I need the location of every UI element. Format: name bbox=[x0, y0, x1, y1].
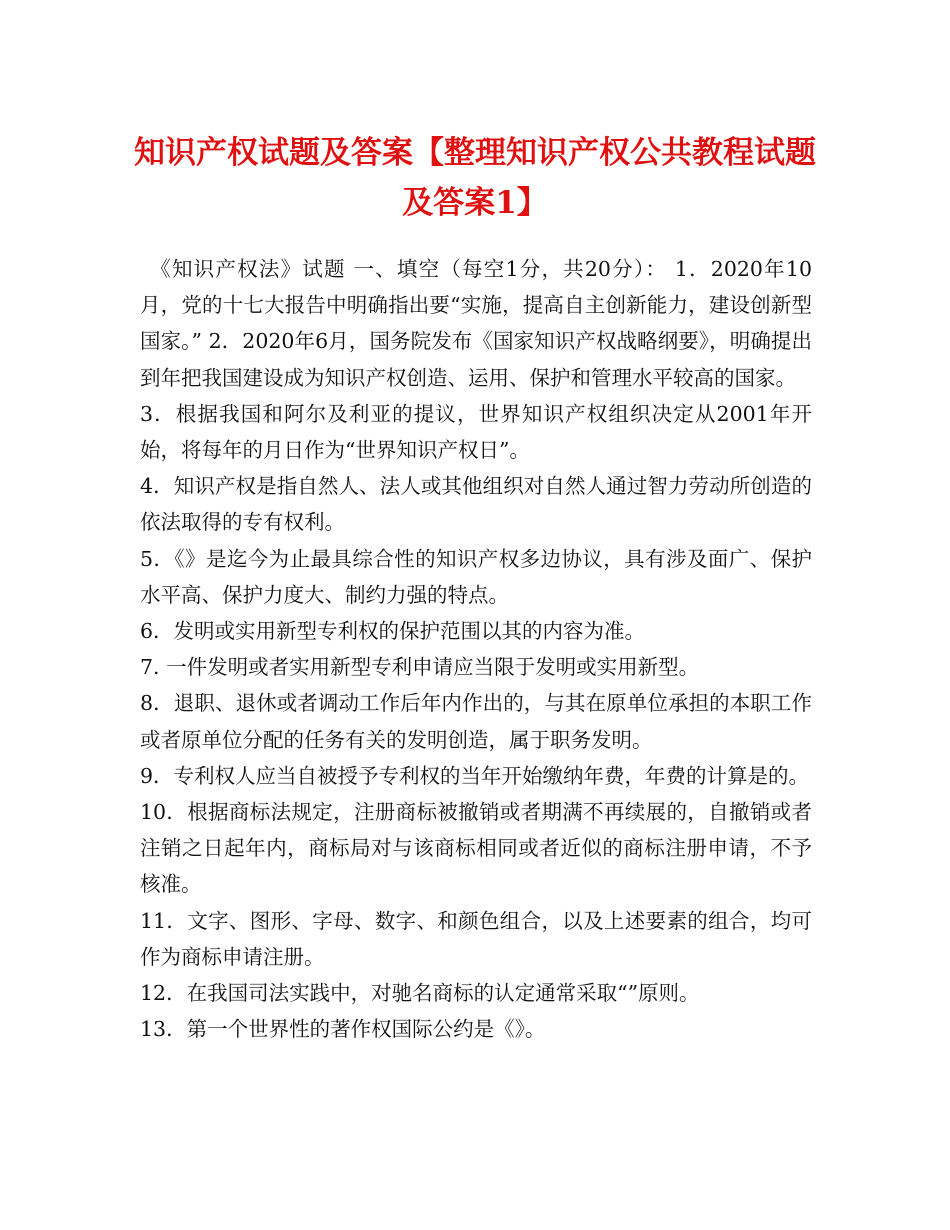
paragraph-question-7: 7. 一件发明或者实用新型专利申请应当限于发明或实用新型。 bbox=[140, 655, 700, 680]
paragraph-question-3: 3．根据我国和阿尔及利亚的提议，世界知识产权组织决定从2001年开始，将每年的月日作为“世界知识产权日”。 bbox=[140, 401, 812, 463]
paragraph-question-10: 10．根据商标法规定，注册商标被撤销或者期满不再续展的，自撤销或者注销之日起年内，商标局对与该商标相同或者近似的商标注册申请，不予核准。 bbox=[140, 800, 812, 897]
paragraph-question-9: 9．专利权人应当自被授予专利权的当年开始缴纳年费，年费的计算是的。 bbox=[140, 763, 810, 788]
paragraph-question-6: 6．发明或实用新型专利权的保护范围以其的内容为准。 bbox=[140, 619, 646, 644]
paragraph-intro: 《知识产权法》试题 一、填空（每空1分，共20分）： 1．2020年10月，党的十七大报告中明确指出要“实施，提高自主创新能力，建设创新型国家。” 2．2020年6月，国务院发布《国家知识产权战略纲要》，明确提出到年把我国建设成为知识产权创造、运用、保护和管理水平较高的国家。 bbox=[140, 257, 812, 390]
document-body bbox=[140, 251, 812, 1047]
paragraph-question-4: 4．知识产权是指自然人、法人或其他组织对自然人通过智力劳动所创造的依法取得的专有权利。 bbox=[140, 474, 812, 535]
document-title: 知识产权试题及答案【整理知识产权公共教程试题及答案1】 bbox=[134, 135, 816, 221]
paragraph-question-5: 5．《》是迄今为止最具综合性的知识产权多边协议，具有涉及面广、保护水平高、保护力度大、制约力强的特点。 bbox=[140, 546, 812, 607]
paragraph-question-11: 11．文字、图形、字母、数字、和颜色组合，以及上述要素的组合，均可作为商标申请注册。 bbox=[140, 908, 812, 969]
paragraph-question-8: 8．退职、退休或者调动工作后年内作出的，与其在原单位承担的本职工作或者原单位分配的任务有关的发明创造，属于职务发明。 bbox=[140, 691, 812, 752]
paragraph-question-12: 12．在我国司法实践中，对驰名商标的认定通常采取“”原则。 bbox=[140, 981, 700, 1006]
paragraph-question-13: 13．第一个世界性的著作权国际公约是《》。 bbox=[140, 1017, 546, 1042]
